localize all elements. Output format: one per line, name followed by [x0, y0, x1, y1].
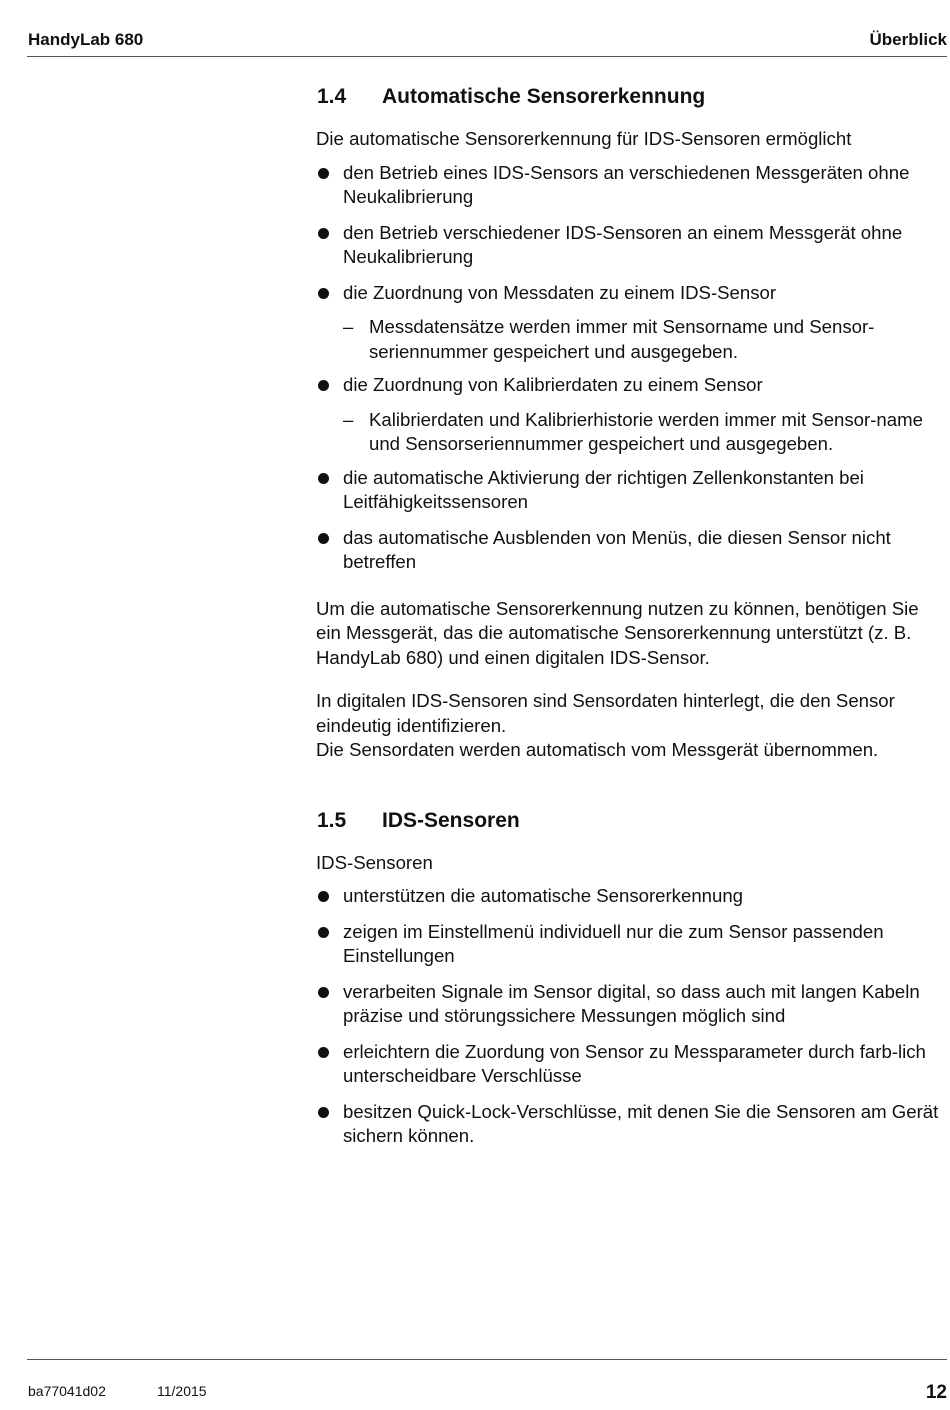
main-content	[316, 84, 948, 1149]
section-title: Automatische Sensorerkennung	[382, 85, 706, 108]
list-item: den Betrieb eines IDS-Sensors an verschiedenen Messgeräten ohne Neukalibrierung	[316, 161, 948, 210]
sub-list	[316, 315, 948, 364]
feature-list	[316, 884, 948, 1149]
feature-list	[316, 466, 948, 575]
page-footer	[27, 1359, 947, 1410]
feature-list	[316, 373, 948, 398]
section-heading-1-5	[316, 808, 948, 836]
list-item: besitzen Quick-Lock-Verschlüsse, mit denen Sie die Sensoren am Gerät sichern können.	[316, 1100, 948, 1149]
page-number: 12	[925, 1382, 947, 1403]
feature-list	[316, 161, 948, 306]
list-item: den Betrieb verschiedener IDS-Sensoren an einem Messgerät ohne Neukalibrierung	[316, 221, 948, 270]
list-item: die Zuordnung von Kalibrierdaten zu einem Sensor	[316, 373, 948, 398]
paragraph: Die Sensordaten werden automatisch vom Messgerät übernommen.	[316, 739, 879, 760]
list-item: unterstützen die automatische Sensorerkennung	[316, 884, 948, 909]
footer-date: 11/2015	[157, 1383, 207, 1399]
section-intro: Die automatische Sensorerkennung für IDS-Sensoren ermöglicht	[316, 128, 852, 149]
footer-document-id: ba77041d02	[28, 1383, 106, 1399]
sub-list-item: – Messdatensätze werden immer mit Sensorname und Sensor-seriennummer gespeichert und ausgegeben.	[343, 316, 875, 362]
header-chapter-title: Überblick	[869, 30, 947, 49]
sub-list-item: – Kalibrierdaten und Kalibrierhistorie werden immer mit Sensor-name und Sensorseriennummer gespeichert und ausgegeben.	[343, 408, 923, 454]
list-item: das automatische Ausblenden von Menüs, die diesen Sensor nicht betreffen	[316, 526, 948, 575]
list-item: die Zuordnung von Messdaten zu einem IDS-Sensor	[316, 281, 948, 306]
section-number: 1.5	[317, 808, 347, 832]
paragraph: In digitalen IDS-Sensoren sind Sensordaten hinterlegt, die den Sensor eindeutig identifizieren.	[316, 690, 895, 736]
list-item: verarbeiten Signale im Sensor digital, so dass auch mit langen Kabeln präzise und störungssichere Messungen möglich sind	[316, 980, 948, 1029]
list-item: erleichtern die Zuordung von Sensor zu Messparameter durch farb-lich unterscheidbare Verschlüsse	[316, 1040, 948, 1089]
section-heading-1-4	[316, 84, 948, 112]
header-product-name: HandyLab 680	[28, 30, 144, 49]
section-number: 1.4	[317, 85, 347, 108]
list-item: die automatische Aktivierung der richtigen Zellenkonstanten bei Leitfähigkeitssensoren	[316, 466, 948, 515]
paragraph: Um die automatische Sensorerkennung nutzen zu können, benötigen Sie ein Messgerät, das die automatische Sensorerkennung unterstützt (z. B. HandyLab 680) und einen digitalen IDS-Sensor.	[316, 597, 919, 668]
list-item: zeigen im Einstellmenü individuell nur die zum Sensor passenden Einstellungen	[316, 920, 948, 969]
section-intro: IDS-Sensoren	[316, 851, 433, 873]
section-title: IDS-Sensoren	[382, 808, 520, 832]
sub-list	[316, 408, 948, 457]
page-header	[27, 30, 947, 57]
